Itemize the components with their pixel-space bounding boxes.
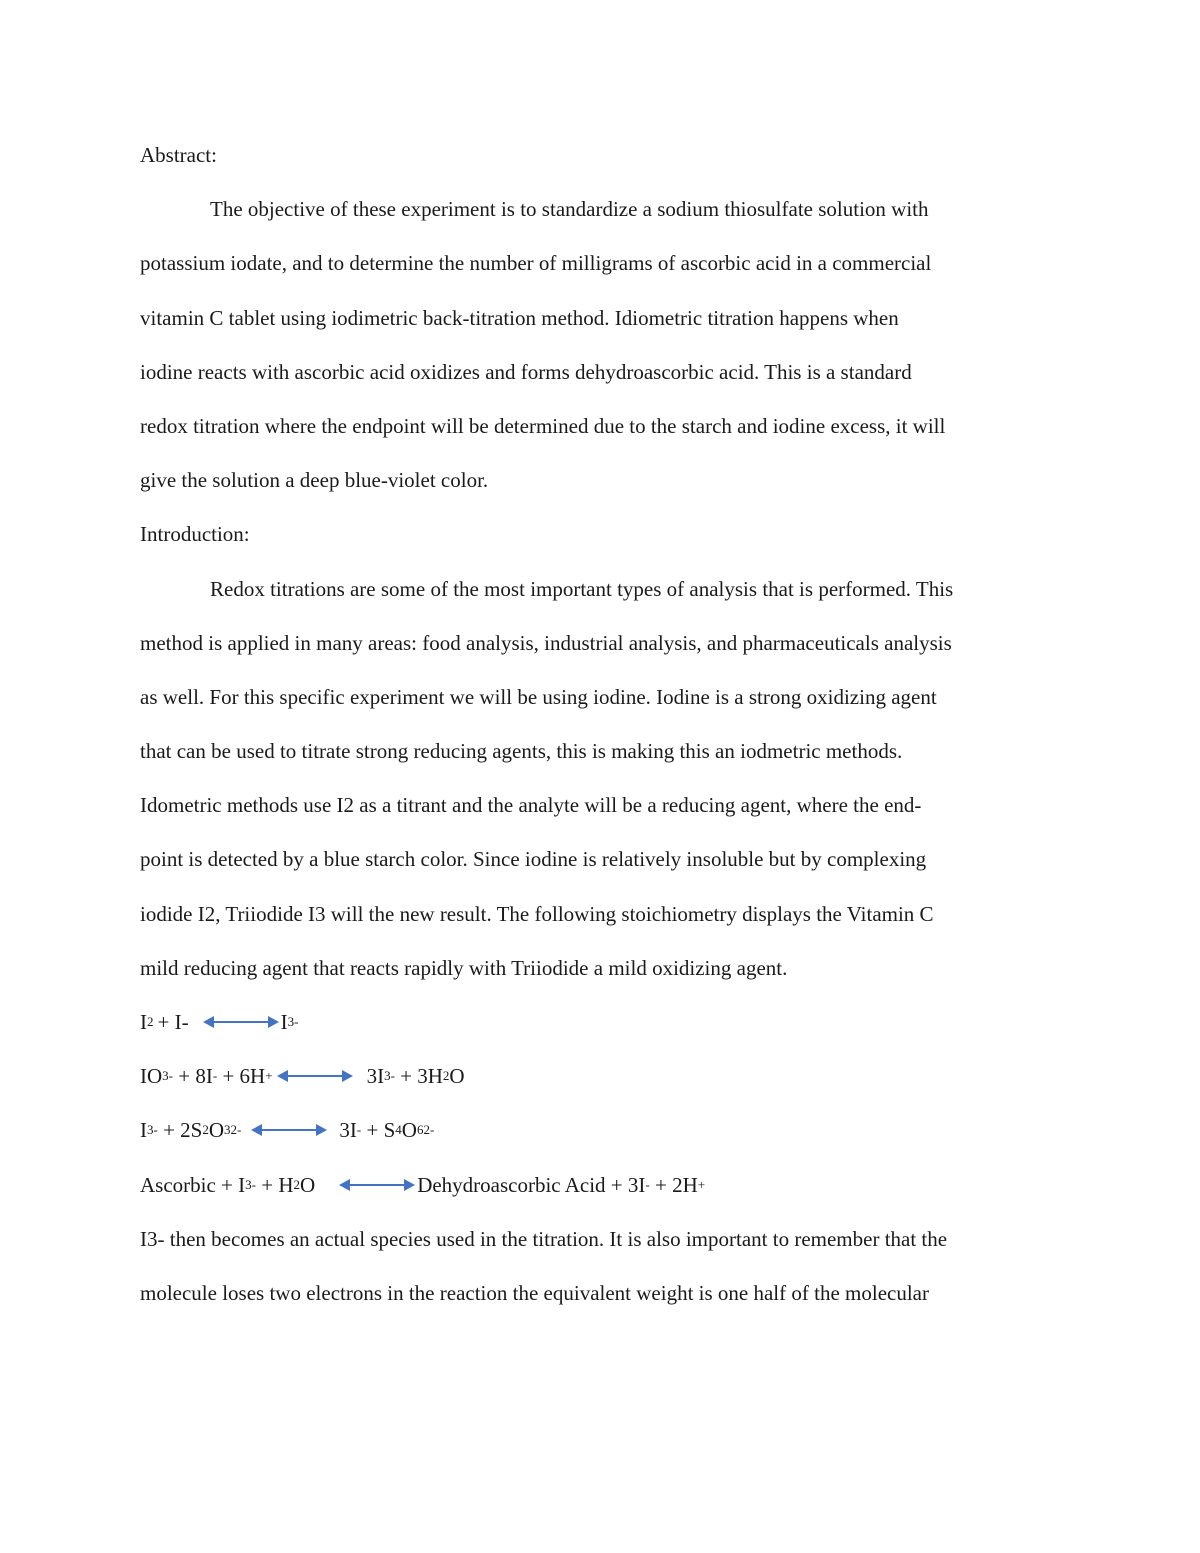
introduction-heading: Introduction:: [140, 522, 250, 547]
equilibrium-arrow-icon: [277, 1069, 353, 1083]
eq-term: + 6H: [217, 1064, 266, 1089]
equation-3: I 3 - + 2S 2 O 3 2- 3I - + S 4 O 6 2-: [140, 1103, 1070, 1157]
eq-term: IO: [140, 1064, 163, 1089]
eq-term: Ascorbic + I: [140, 1172, 246, 1197]
eq-term: O: [300, 1172, 316, 1197]
eq-term: 3I: [366, 1064, 385, 1089]
equilibrium-arrow-icon: [339, 1178, 415, 1192]
eq-term: 3I: [339, 1118, 357, 1143]
abstract-line: The objective of these experiment is to standardize a sodium thiosulfate solution with: [210, 197, 929, 222]
abstract-line: redox titration where the endpoint will be determined due to the starch and iodine excess, it will: [140, 413, 946, 438]
abstract-line: iodine reacts with ascorbic acid oxidizes and forms dehydroascorbic acid. This is a standard: [140, 359, 912, 384]
abstract-line: vitamin C tablet using iodimetric back-titration method. Idiometric titration happens when: [140, 305, 899, 330]
introduction-line: point is detected by a blue starch color. Since iodine is relatively insoluble but by complexing: [140, 847, 927, 872]
eq-term: I: [280, 1010, 288, 1034]
equation-4: Ascorbic + I 3 - + H 2 O Dehydroascorbic Acid + 3I - + 2H +: [140, 1158, 1070, 1212]
abstract-line: potassium iodate, and to determine the number of milligrams of ascorbic acid in a commercial: [140, 251, 932, 276]
eq-term: + I-: [157, 1010, 189, 1034]
introduction-line: Redox titrations are some of the most important types of analysis that is performed. This: [210, 576, 954, 601]
eq-term: + 3H: [394, 1064, 443, 1089]
document-body: [140, 128, 1070, 1320]
eq-term: Dehydroascorbic Acid + 3I: [417, 1172, 646, 1197]
introduction-line: mild reducing agent that reacts rapidly with Triiodide a mild oxidizing agent.: [140, 955, 788, 980]
eq-term: + H: [256, 1172, 294, 1197]
introduction-line: as well. For this specific experiment we will be using iodine. Iodine is a strong oxidizing agent: [140, 684, 937, 709]
closing-line: molecule loses two electrons in the reaction the equivalent weight is one half of the molecular: [140, 1280, 929, 1305]
eq-term: + 2H: [649, 1172, 698, 1197]
eq-term: + S: [361, 1118, 396, 1143]
introduction-line: iodide I2, Triiodide I3 will the new result. The following stoichiometry displays the Vitamin C: [140, 901, 934, 926]
abstract-line: give the solution a deep blue-violet color.: [140, 468, 489, 493]
introduction-line: method is applied in many areas: food analysis, industrial analysis, and pharmaceuticals analysis: [140, 630, 952, 655]
eq-term: O: [208, 1118, 225, 1143]
eq-term: + 8I: [173, 1064, 213, 1089]
eq-term: O: [401, 1118, 417, 1143]
abstract-heading: Abstract:: [140, 143, 217, 167]
eq-term: O: [449, 1064, 465, 1089]
closing-line: I3- then becomes an actual species used in the titration. It is also important to remember that the: [140, 1226, 948, 1251]
equation-2: IO 3 - + 8I - + 6H + 3I 3 - + 3H 2 O: [140, 1049, 1070, 1103]
equilibrium-arrow-icon: [251, 1123, 327, 1137]
introduction-line: that can be used to titrate strong reducing agents, this is making this an iodmetric methods.: [140, 739, 903, 764]
eq-term: + 2S: [157, 1118, 203, 1143]
eq-term: I: [140, 1118, 147, 1143]
equation-1: I 2 + I- I 3-: [140, 995, 1070, 1049]
equilibrium-arrow-icon: [203, 1015, 279, 1029]
introduction-line: Idometric methods use I2 as a titrant and the analyte will be a reducing agent, where the end-: [140, 793, 922, 818]
eq-term: I: [140, 1010, 147, 1034]
